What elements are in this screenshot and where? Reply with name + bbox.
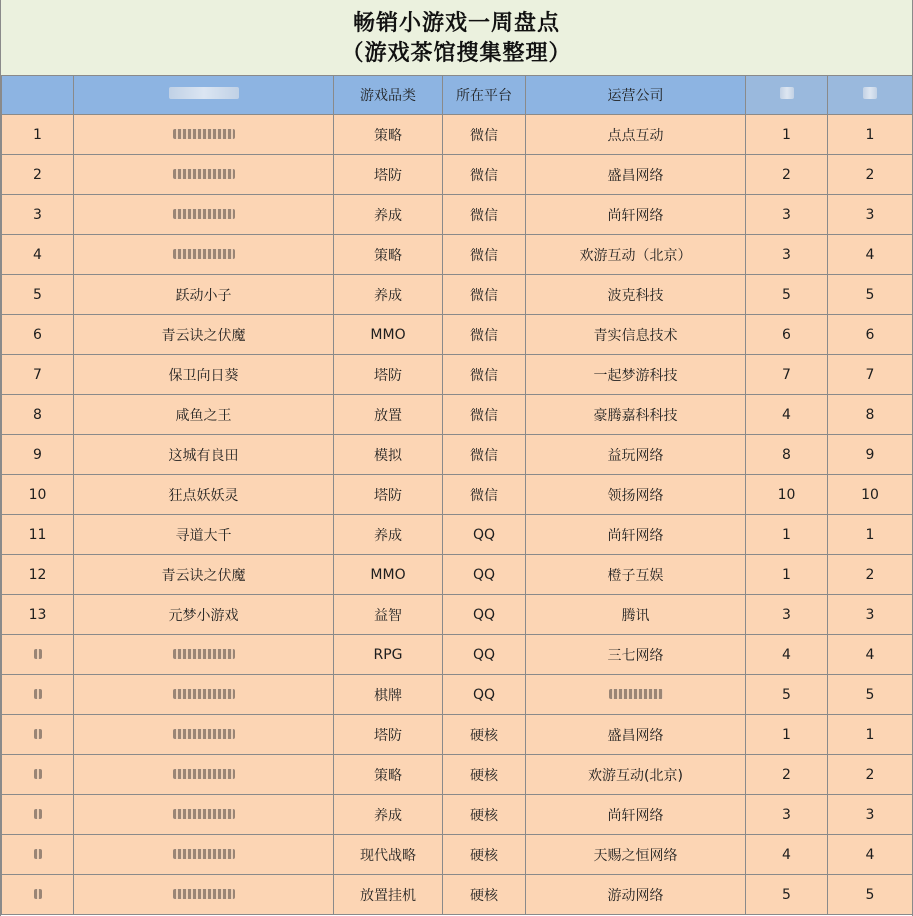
cell-genre: 塔防	[334, 155, 443, 195]
cell-col7: 2	[828, 155, 913, 195]
cell-company: 一起梦游科技	[526, 355, 746, 395]
redacted-text	[173, 849, 235, 859]
redacted-text	[173, 129, 235, 139]
table-row	[2, 715, 913, 755]
cell-company: 尚轩网络	[526, 195, 746, 235]
cell-company: 游动网络	[526, 875, 746, 915]
cell-platform: 微信	[443, 435, 526, 475]
cell-company: 盛昌网络	[526, 715, 746, 755]
table-row	[2, 275, 913, 315]
cell-rank	[2, 715, 74, 755]
table-row	[2, 315, 913, 355]
cell-col7: 9	[828, 435, 913, 475]
cell-genre: 放置	[334, 395, 443, 435]
cell-col7: 5	[828, 275, 913, 315]
cell-col6: 3	[746, 795, 828, 835]
redacted-text	[34, 729, 42, 739]
cell-rank: 11	[2, 515, 74, 555]
cell-platform: QQ	[443, 595, 526, 635]
cell-platform: 微信	[443, 235, 526, 275]
table-row	[2, 835, 913, 875]
cell-genre: MMO	[334, 315, 443, 355]
cell-platform: QQ	[443, 635, 526, 675]
cell-genre: MMO	[334, 555, 443, 595]
cell-platform: 硬核	[443, 715, 526, 755]
cell-genre: 养成	[334, 275, 443, 315]
redacted-text	[173, 209, 235, 219]
cell-col6: 5	[746, 875, 828, 915]
redacted-text	[173, 729, 235, 739]
cell-genre: 模拟	[334, 435, 443, 475]
cell-col7: 5	[828, 675, 913, 715]
cell-company: 欢游互动(北京)	[526, 755, 746, 795]
cell-game-name	[74, 195, 334, 235]
cell-company: 欢游互动（北京）	[526, 235, 746, 275]
redacted-text	[34, 649, 42, 659]
redacted-text	[34, 849, 42, 859]
cell-company: 益玩网络	[526, 435, 746, 475]
cell-rank: 2	[2, 155, 74, 195]
cell-col6: 3	[746, 195, 828, 235]
header-row	[2, 76, 913, 115]
title-line-2: （游戏茶馆搜集整理）	[341, 39, 572, 66]
cell-col7: 2	[828, 755, 913, 795]
cell-genre: 棋牌	[334, 675, 443, 715]
header-col6	[746, 76, 828, 115]
cell-company: 橙子互娱	[526, 555, 746, 595]
cell-company: 尚轩网络	[526, 515, 746, 555]
cell-platform: 微信	[443, 475, 526, 515]
redacted-text	[173, 649, 235, 659]
cell-genre: 现代战略	[334, 835, 443, 875]
cell-col6: 5	[746, 275, 828, 315]
cell-rank: 9	[2, 435, 74, 475]
cell-col6: 5	[746, 675, 828, 715]
cell-genre: 塔防	[334, 475, 443, 515]
cell-game-name	[74, 835, 334, 875]
cell-company: 盛昌网络	[526, 155, 746, 195]
cell-platform: 微信	[443, 275, 526, 315]
cell-genre: 塔防	[334, 355, 443, 395]
cell-platform: 硬核	[443, 755, 526, 795]
table-row	[2, 595, 913, 635]
cell-game-name: 寻道大千	[74, 515, 334, 555]
table-row	[2, 115, 913, 155]
cell-rank	[2, 875, 74, 915]
cell-game-name: 青云诀之伏魔	[74, 315, 334, 355]
cell-col6: 7	[746, 355, 828, 395]
cell-game-name	[74, 155, 334, 195]
cell-game-name	[74, 115, 334, 155]
cell-col7: 4	[828, 835, 913, 875]
cell-col7: 3	[828, 595, 913, 635]
cell-col7: 6	[828, 315, 913, 355]
cell-col6: 3	[746, 235, 828, 275]
cell-rank: 10	[2, 475, 74, 515]
cell-platform: QQ	[443, 515, 526, 555]
cell-platform: 硬核	[443, 875, 526, 915]
cell-col6: 10	[746, 475, 828, 515]
cell-col7: 4	[828, 235, 913, 275]
title-line-1: 畅销小游戏一周盘点	[352, 9, 560, 36]
cell-game-name: 狂点妖妖灵	[74, 475, 334, 515]
cell-rank: 12	[2, 555, 74, 595]
table-row	[2, 155, 913, 195]
cell-col6: 3	[746, 595, 828, 635]
header-col7-redacted	[863, 87, 877, 99]
cell-rank: 7	[2, 355, 74, 395]
cell-col7: 3	[828, 795, 913, 835]
redacted-text	[173, 249, 235, 259]
cell-col7: 7	[828, 355, 913, 395]
header-col7	[828, 76, 913, 115]
cell-rank	[2, 795, 74, 835]
redacted-text	[34, 809, 42, 819]
redacted-text	[173, 689, 235, 699]
cell-rank: 8	[2, 395, 74, 435]
cell-game-name: 元梦小游戏	[74, 595, 334, 635]
cell-col7: 2	[828, 555, 913, 595]
table-row	[2, 435, 913, 475]
cell-genre: 策略	[334, 115, 443, 155]
cell-genre: 养成	[334, 795, 443, 835]
cell-platform: 微信	[443, 395, 526, 435]
cell-game-name: 这城有良田	[74, 435, 334, 475]
cell-rank: 5	[2, 275, 74, 315]
table-row	[2, 555, 913, 595]
cell-company: 天赐之恒网络	[526, 835, 746, 875]
cell-col6: 6	[746, 315, 828, 355]
cell-col7: 4	[828, 635, 913, 675]
cell-rank: 4	[2, 235, 74, 275]
cell-rank: 13	[2, 595, 74, 635]
cell-game-name	[74, 675, 334, 715]
cell-rank: 1	[2, 115, 74, 155]
table-row	[2, 875, 913, 915]
cell-genre: 养成	[334, 515, 443, 555]
header-platform: 所在平台	[443, 76, 526, 115]
cell-game-name	[74, 715, 334, 755]
cell-platform: 硬核	[443, 795, 526, 835]
cell-platform: QQ	[443, 555, 526, 595]
cell-col6: 1	[746, 115, 828, 155]
cell-genre: 塔防	[334, 715, 443, 755]
cell-game-name: 跃动小子	[74, 275, 334, 315]
cell-col6: 4	[746, 835, 828, 875]
header-company: 运营公司	[526, 76, 746, 115]
cell-col6: 4	[746, 635, 828, 675]
cell-col7: 5	[828, 875, 913, 915]
cell-rank	[2, 635, 74, 675]
cell-company: 青实信息技术	[526, 315, 746, 355]
table-row	[2, 675, 913, 715]
cell-company: 豪腾嘉科科技	[526, 395, 746, 435]
redacted-text	[173, 809, 235, 819]
redacted-text	[609, 689, 663, 699]
cell-col7: 3	[828, 195, 913, 235]
header-col6-redacted	[780, 87, 794, 99]
cell-genre: 放置挂机	[334, 875, 443, 915]
cell-genre: 策略	[334, 235, 443, 275]
cell-platform: 微信	[443, 115, 526, 155]
cell-game-name	[74, 635, 334, 675]
cell-company	[526, 675, 746, 715]
table-row	[2, 235, 913, 275]
table-row	[2, 515, 913, 555]
table-row	[2, 755, 913, 795]
cell-game-name	[74, 755, 334, 795]
cell-rank: 6	[2, 315, 74, 355]
cell-col7: 1	[828, 115, 913, 155]
table-body	[2, 115, 913, 915]
redacted-text	[173, 769, 235, 779]
header-rank	[2, 76, 74, 115]
cell-col6: 1	[746, 715, 828, 755]
cell-platform: 微信	[443, 355, 526, 395]
header-game-name-redacted	[169, 87, 239, 99]
title-banner	[1, 0, 912, 76]
cell-genre: 策略	[334, 755, 443, 795]
cell-col6: 2	[746, 155, 828, 195]
redacted-text	[173, 889, 235, 899]
cell-company: 波克科技	[526, 275, 746, 315]
table-row	[2, 195, 913, 235]
cell-rank: 3	[2, 195, 74, 235]
cell-col6: 1	[746, 555, 828, 595]
cell-genre: 养成	[334, 195, 443, 235]
cell-rank	[2, 835, 74, 875]
redacted-text	[34, 689, 42, 699]
cell-platform: QQ	[443, 675, 526, 715]
cell-col6: 1	[746, 515, 828, 555]
cell-rank	[2, 755, 74, 795]
cell-genre: RPG	[334, 635, 443, 675]
cell-rank	[2, 675, 74, 715]
cell-col7: 10	[828, 475, 913, 515]
table-row	[2, 395, 913, 435]
cell-company: 领扬网络	[526, 475, 746, 515]
table-row	[2, 635, 913, 675]
header-genre: 游戏品类	[334, 76, 443, 115]
cell-col7: 1	[828, 515, 913, 555]
cell-game-name: 青云诀之伏魔	[74, 555, 334, 595]
cell-company: 尚轩网络	[526, 795, 746, 835]
cell-game-name	[74, 795, 334, 835]
cell-company: 点点互动	[526, 115, 746, 155]
redacted-text	[173, 169, 235, 179]
cell-genre: 益智	[334, 595, 443, 635]
cell-col6: 4	[746, 395, 828, 435]
cell-game-name	[74, 875, 334, 915]
redacted-text	[34, 769, 42, 779]
cell-platform: 硬核	[443, 835, 526, 875]
cell-company: 三七网络	[526, 635, 746, 675]
cell-company: 腾讯	[526, 595, 746, 635]
cell-platform: 微信	[443, 195, 526, 235]
redacted-text	[34, 889, 42, 899]
table-row	[2, 475, 913, 515]
ranking-table	[1, 75, 913, 915]
cell-col6: 8	[746, 435, 828, 475]
header-game-name	[74, 76, 334, 115]
cell-game-name	[74, 235, 334, 275]
cell-col7: 8	[828, 395, 913, 435]
cell-col6: 2	[746, 755, 828, 795]
cell-platform: 微信	[443, 155, 526, 195]
cell-platform: 微信	[443, 315, 526, 355]
cell-col7: 1	[828, 715, 913, 755]
table-row	[2, 355, 913, 395]
cell-game-name: 保卫向日葵	[74, 355, 334, 395]
cell-game-name: 咸鱼之王	[74, 395, 334, 435]
table-row	[2, 795, 913, 835]
